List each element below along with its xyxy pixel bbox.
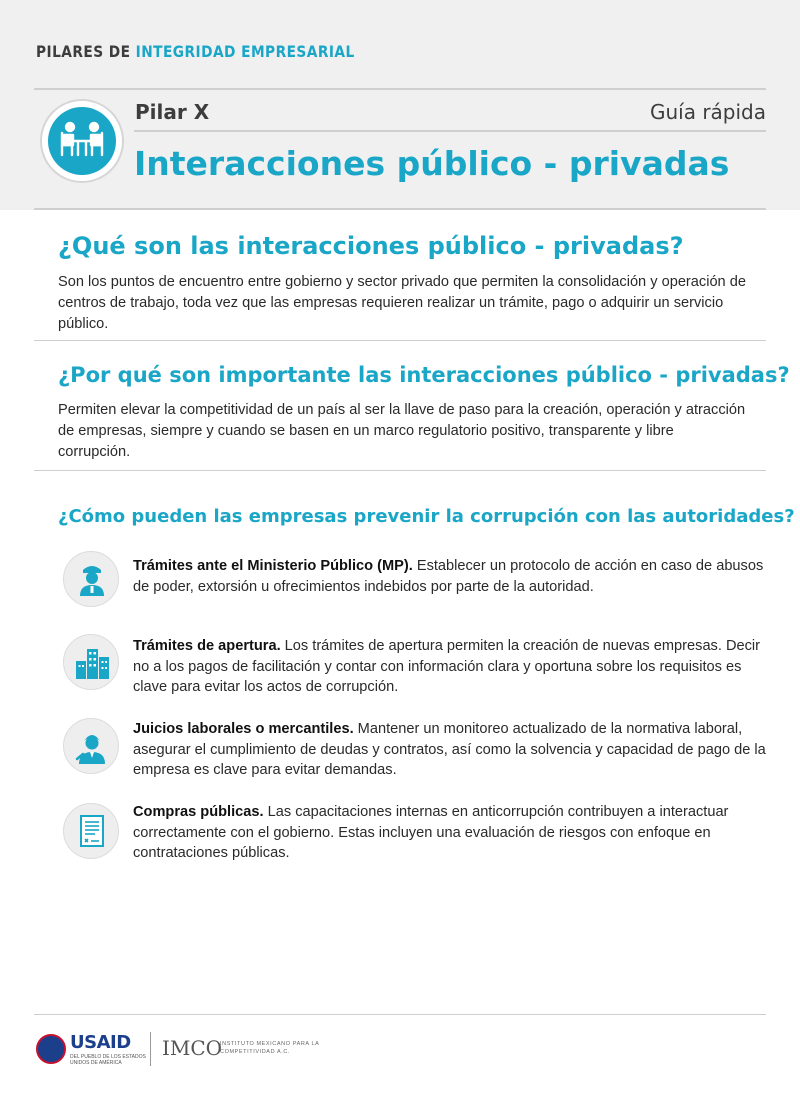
- item-description: Establecer un protocolo de acción en caso de abusos de poder, extorsión u ofrecimientos indebidos por parte de la autoridad.: [133, 558, 764, 595]
- item-title: Trámites ante el Ministerio Público (MP).: [133, 558, 413, 574]
- buildings-icon: [63, 634, 119, 690]
- item-title: Trámites de apertura.: [133, 638, 281, 654]
- section-divider-2: [34, 470, 766, 471]
- usaid-seal-icon: [36, 1034, 66, 1064]
- lawyer-icon: [63, 718, 119, 774]
- pilar-label: Pilar X: [135, 100, 210, 124]
- section-heading-what: ¿Qué son las interacciones público - privadas?: [58, 232, 684, 260]
- item-description: Las capacitaciones internas en anticorrupción contribuyen a interactuar correctamente con el gobierno. Estas incluyen una evaluación de riesgos con enfoque en contrataciones públicas.: [133, 804, 729, 861]
- item-ministerio: [133, 556, 773, 597]
- item-title: Juicios laborales o mercantiles.: [133, 721, 354, 737]
- item-title: Compras públicas.: [133, 804, 264, 820]
- kicker-accent: INTEGRIDAD EMPRESARIAL: [135, 42, 355, 61]
- usaid-tagline: DEL PUEBLO DE LOS ESTADOS UNIDOS DE AMÉRICA: [70, 1054, 146, 1066]
- section-heading-how: ¿Cómo pueden las empresas prevenir la corrupción con las autoridades?: [58, 506, 795, 527]
- footer-separator: [150, 1032, 151, 1066]
- section-body-why: Permiten elevar la competitividad de un país al ser la llave de paso para la creación, operación y atracción de empresas, siempre y cuando se basen en un marco regulatorio positivo, transparente y libre corrupción.: [58, 402, 746, 460]
- item-juicios: [133, 719, 773, 781]
- footer-rule: [34, 1014, 766, 1015]
- guide-label: Guía rápida: [649, 100, 766, 124]
- imco-tagline: INSTITUTO MEXICANO PARA LA COMPETITIVIDAD A.C.: [220, 1041, 320, 1055]
- item-apertura: [133, 636, 773, 698]
- contract-document-icon: [63, 803, 119, 859]
- section-divider-1: [34, 340, 766, 341]
- kicker-lead: PILARES DE: [36, 42, 131, 61]
- section-body-what: Son los puntos de encuentro entre gobierno y sector privado que permiten la consolidación y operación de centros de trabajo, toda vez que las empresas requieren realizar un trámite, pago o adquirir un servicio público.: [58, 274, 746, 332]
- item-description: Los trámites de apertura permiten la creación de nuevas empresas. Decir no a los pagos de facilitación y contar con información clara y oportuna sobre los requisitos es clave para evitar los actos de corrupción.: [133, 638, 761, 695]
- item-description: Mantener un monitoreo actualizado de la normativa laboral, asegurar el cumplimiento de deudas y contratos, así como la solvencia y capacidad de pago de la empresa es clave para evitar demandas.: [133, 721, 766, 778]
- header-rule-bottom: [34, 208, 766, 210]
- imco-wordmark: IMCO: [162, 1036, 223, 1060]
- usaid-wordmark: USAID: [70, 1032, 131, 1053]
- header-rule-mid: [134, 130, 766, 132]
- usaid-logo: [36, 1032, 146, 1068]
- meeting-table-icon: [40, 99, 124, 183]
- section-heading-why: ¿Por qué son importante las interacciones público - privadas?: [58, 363, 790, 387]
- item-compras: [133, 802, 773, 864]
- series-kicker: [36, 42, 355, 61]
- header-rule-top: [34, 88, 766, 90]
- page-title: Interacciones público - privadas: [134, 144, 730, 183]
- police-officer-icon: [63, 551, 119, 607]
